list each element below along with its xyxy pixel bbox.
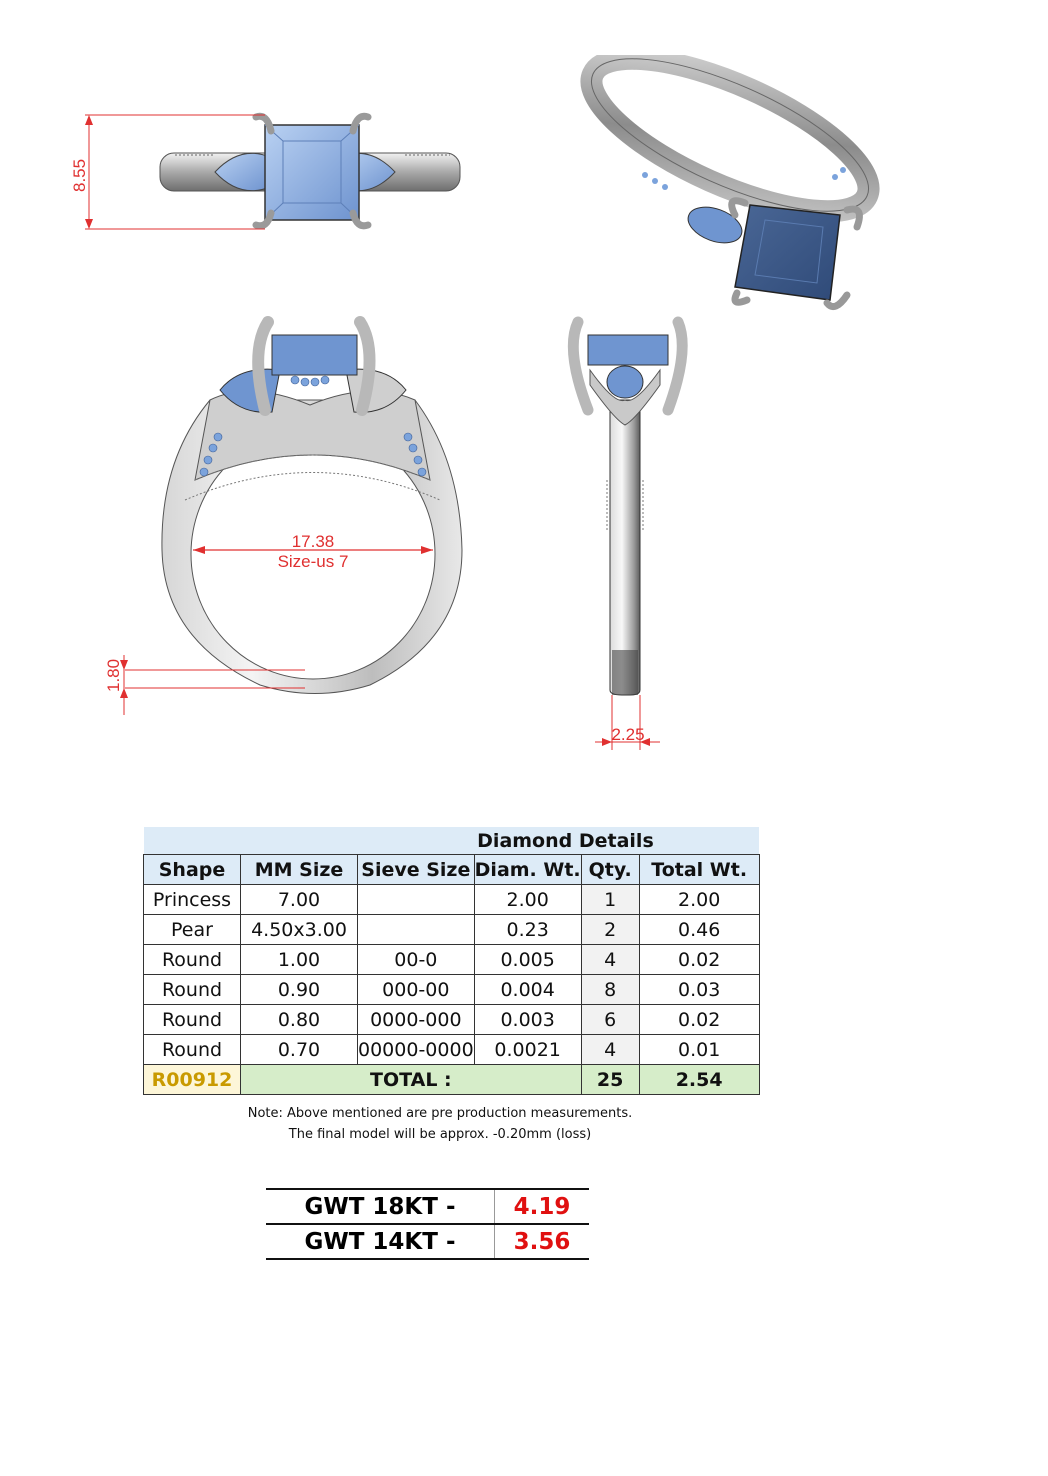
- table-cell: 4: [581, 1035, 639, 1065]
- table-row: [144, 1035, 760, 1065]
- table-cell: 2: [581, 915, 639, 945]
- column-header: Sieve Size: [358, 855, 475, 885]
- table-cell: 6: [581, 1005, 639, 1035]
- table-cell: 0.46: [639, 915, 759, 945]
- table-cell: 7.00: [241, 885, 358, 915]
- side-view-drawing: [560, 310, 700, 760]
- ring-size-label: Size-us 7: [277, 552, 349, 571]
- gold-weight-row: [266, 1223, 589, 1260]
- gold-weight-value: 3.56: [513, 1228, 571, 1255]
- table-cell: 0.90: [241, 975, 358, 1005]
- design-code: R00912: [144, 1065, 241, 1095]
- top-view-drawing: [55, 105, 475, 245]
- table-cell: 0.01: [639, 1035, 759, 1065]
- table-row: [144, 885, 760, 915]
- table-row: [144, 945, 760, 975]
- front-view-drawing: [100, 310, 480, 720]
- width-label: 2.25: [611, 725, 645, 744]
- table-cell: Round: [144, 975, 241, 1005]
- table-cell: 4: [581, 945, 639, 975]
- gold-weight-value: 4.19: [513, 1193, 571, 1220]
- column-header: Total Wt.: [639, 855, 759, 885]
- table-cell: 2.00: [474, 885, 581, 915]
- column-header: Diam. Wt.: [474, 855, 581, 885]
- gold-weight-label: GWT 14KT -: [266, 1225, 495, 1258]
- table-cell: Round: [144, 1035, 241, 1065]
- table-header-row: [144, 855, 760, 885]
- table-row: [144, 1005, 760, 1035]
- column-header: MM Size: [241, 855, 358, 885]
- table-cell: [358, 915, 475, 945]
- table-cell: 1: [581, 885, 639, 915]
- table-title: Diamond Details: [474, 827, 759, 855]
- table-row: [144, 915, 760, 945]
- note-line: The final model will be approx. -0.20mm (loss): [288, 1127, 592, 1142]
- production-note: [230, 1103, 650, 1145]
- column-header: Shape: [144, 855, 241, 885]
- height-dimension-label: 8.55: [70, 158, 89, 192]
- table-cell: 0.0021: [474, 1035, 581, 1065]
- inner-diameter-label: 17.38: [291, 532, 335, 551]
- total-qty: 25: [581, 1065, 639, 1095]
- column-header: Qty.: [581, 855, 639, 885]
- table-cell: 0.70: [241, 1035, 358, 1065]
- table-cell: 000-00: [358, 975, 475, 1005]
- table-cell: Round: [144, 945, 241, 975]
- total-weight: 2.54: [639, 1065, 759, 1095]
- gold-weight-table: [266, 1188, 589, 1260]
- table-cell: [358, 885, 475, 915]
- table-cell: 0.004: [474, 975, 581, 1005]
- table-cell: 4.50x3.00: [241, 915, 358, 945]
- table-cell: 0.003: [474, 1005, 581, 1035]
- table-cell: 0000-000: [358, 1005, 475, 1035]
- table-cell: 0.80: [241, 1005, 358, 1035]
- table-cell: 8: [581, 975, 639, 1005]
- total-label: TOTAL :: [241, 1065, 582, 1095]
- table-cell: Round: [144, 1005, 241, 1035]
- table-cell: 0.02: [639, 945, 759, 975]
- table-cell: Pear: [144, 915, 241, 945]
- table-cell: 0.005: [474, 945, 581, 975]
- gold-weight-label: GWT 18KT -: [266, 1190, 495, 1223]
- table-cell: 0.23: [474, 915, 581, 945]
- table-cell: 00-0: [358, 945, 475, 975]
- total-row: [144, 1065, 760, 1095]
- gold-weight-row: [266, 1188, 589, 1223]
- table-cell: 0.02: [639, 1005, 759, 1035]
- table-cell: 00000-0000: [358, 1035, 475, 1065]
- note-line: Note: Above mentioned are pre production measurements.: [247, 1106, 633, 1121]
- diamond-details-table: [143, 827, 760, 1095]
- table-cell: 2.00: [639, 885, 759, 915]
- perspective-view-drawing: [565, 55, 885, 320]
- table-cell: 0.03: [639, 975, 759, 1005]
- table-row: [144, 975, 760, 1005]
- thickness-label: 1.80: [104, 658, 123, 692]
- table-cell: 1.00: [241, 945, 358, 975]
- table-cell: Princess: [144, 885, 241, 915]
